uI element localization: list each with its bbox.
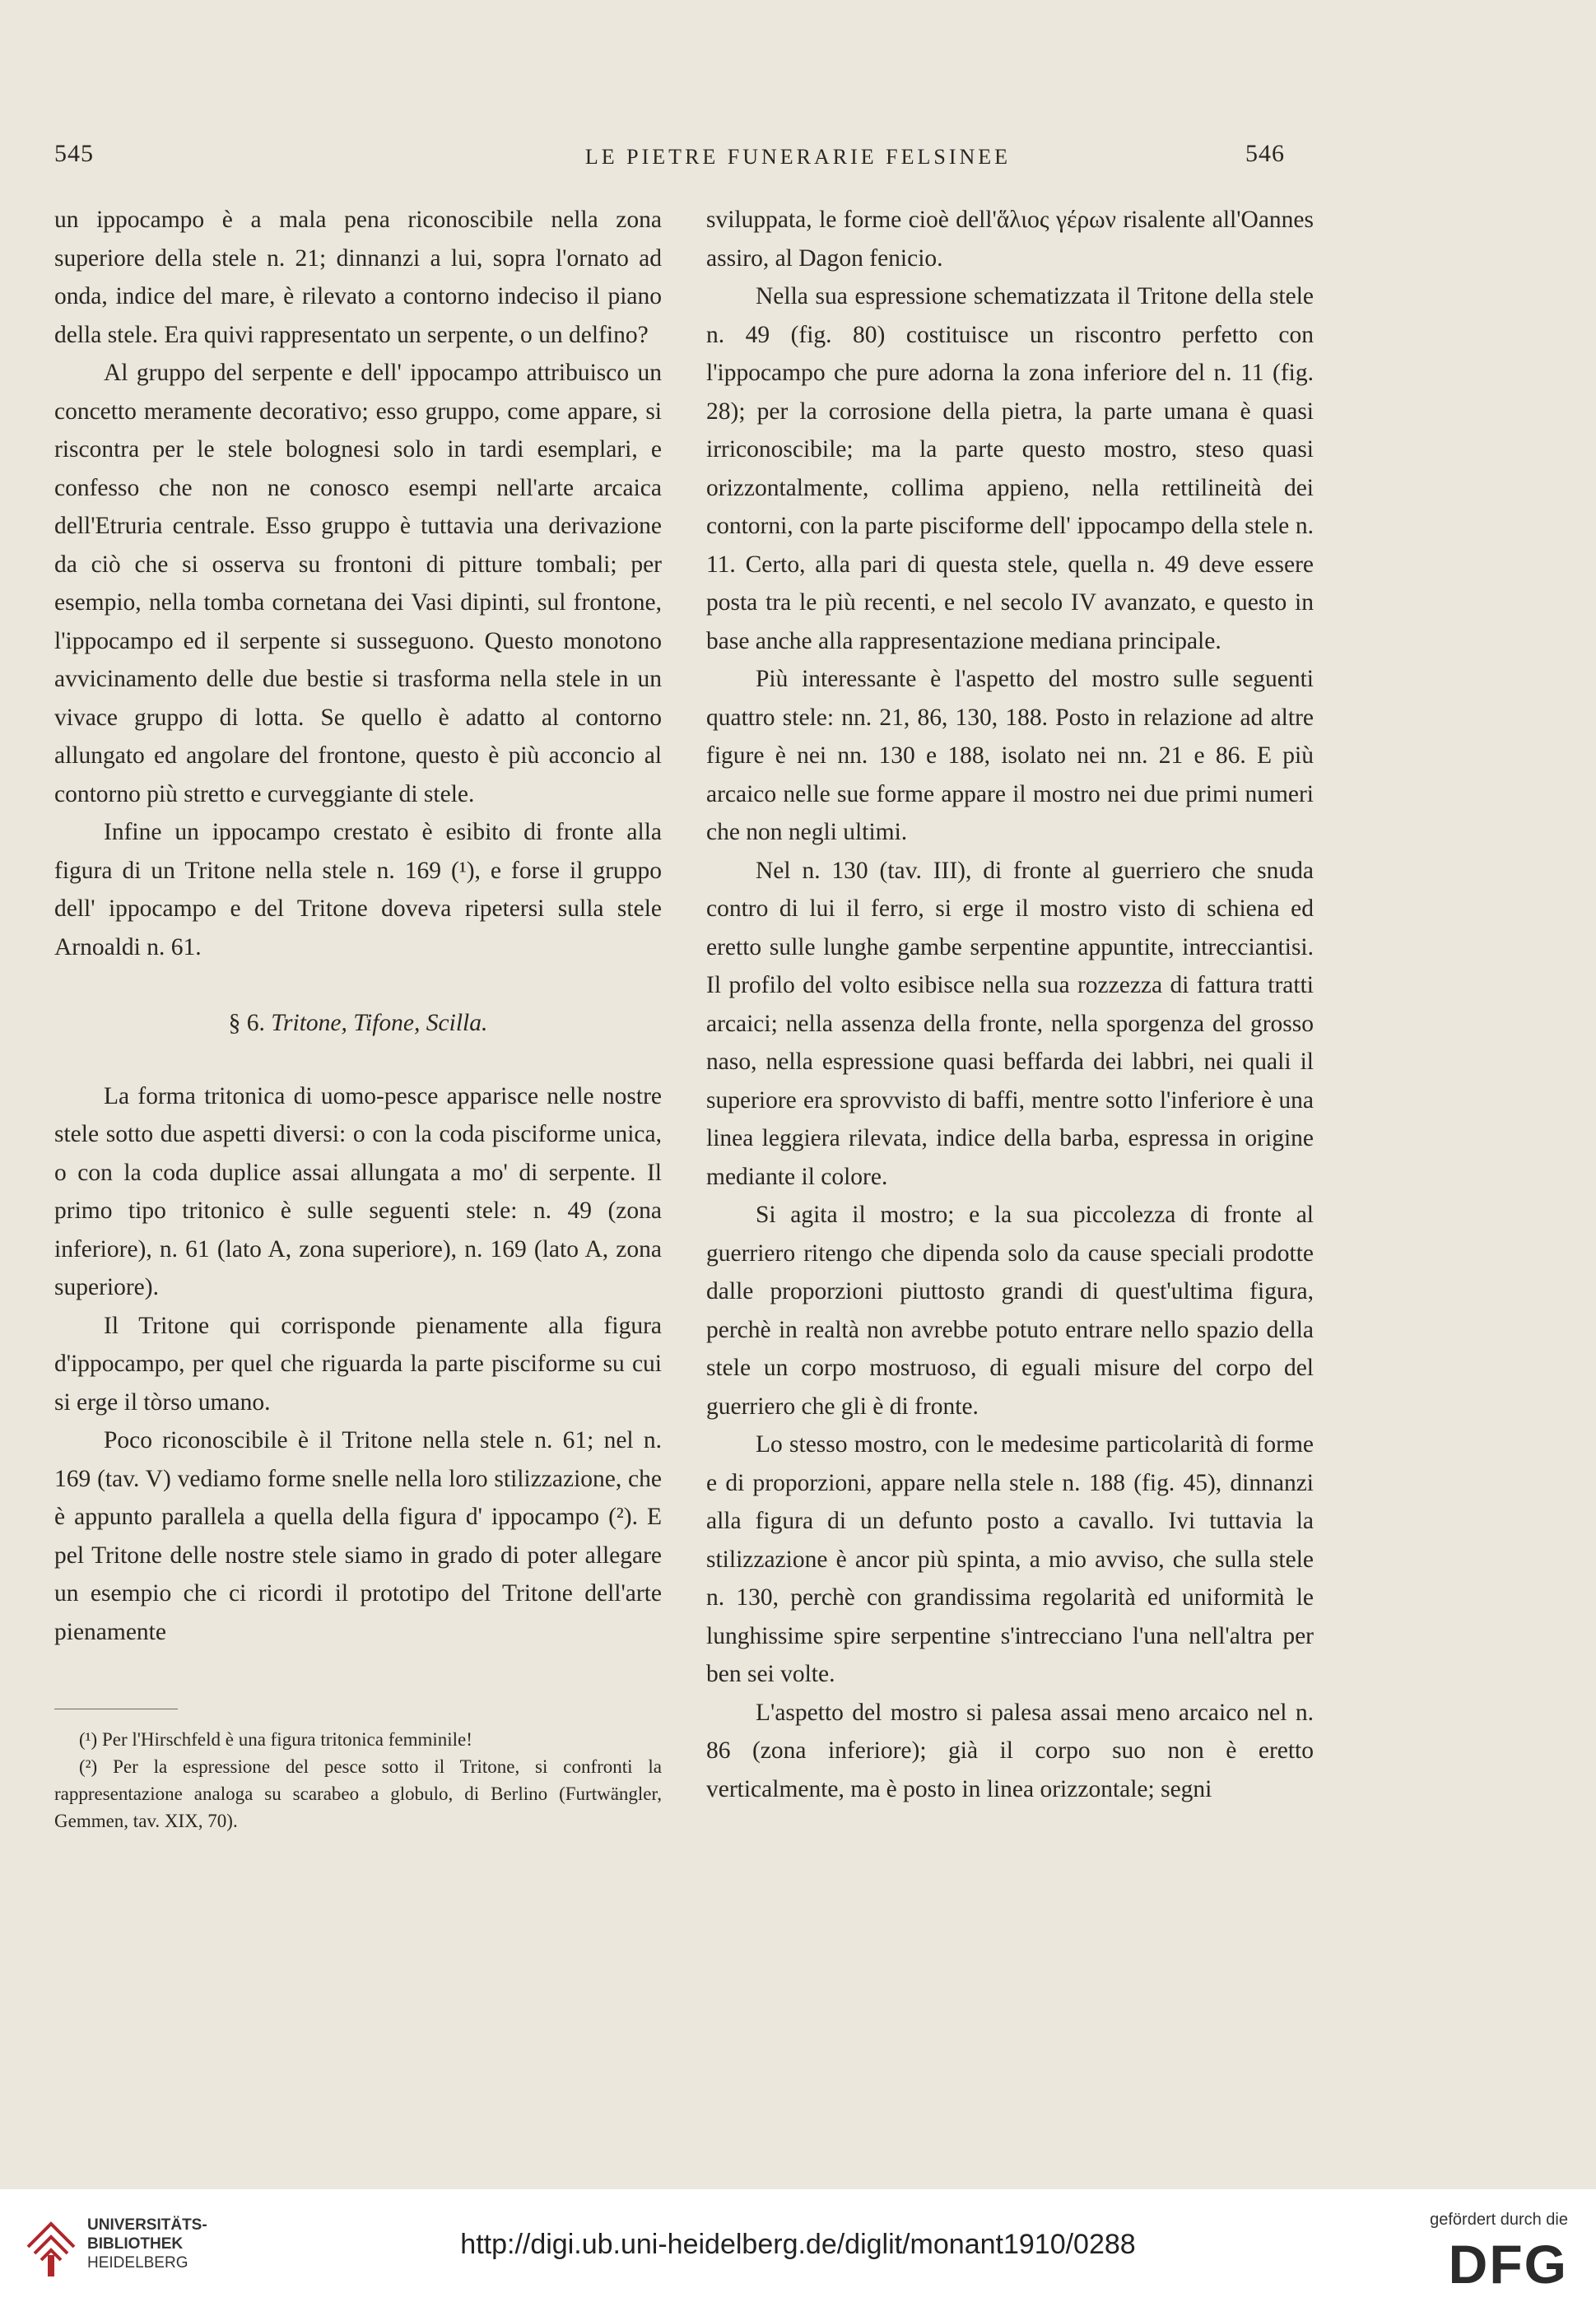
library-name-line-2: BIBLIOTHEK bbox=[87, 2235, 184, 2253]
footnote-1: (¹) Per l'Hirschfeld è una figura tritonica femminile! bbox=[79, 1729, 472, 1750]
library-name-line-1: UNIVERSITÄTS- bbox=[87, 2216, 207, 2234]
library-name-line-3: HEIDELBERG bbox=[87, 2254, 188, 2272]
left-column bbox=[54, 201, 662, 1835]
right-paragraph-7: L'aspetto del mostro si palesa assai meno arcaico nel n. 86 (zona inferiore); già il corpo suo non è eretto verticalmente, ma è posto in linea orizzontale; segni bbox=[706, 1699, 1314, 1802]
left-paragraph-4: La forma tritonica di uomo-pesce apparisce nelle nostre stele sotto due aspetti diversi: o con la coda pisciforme unica, o con la coda duplice assai allungata a mo' di serpente. Il primo tipo tritonico è sulle seguenti stele: n. 49 (zona inferiore), n. 61 (lato A, zona superiore), n. 169 (lato A, zona superiore). bbox=[54, 1082, 662, 1300]
dfg-logo: DFG bbox=[1448, 2234, 1568, 2295]
left-paragraph-1: un ippocampo è a mala pena riconoscibile nella zona superiore della stele n. 21; dinnanzi a lui, sopra l'ornato ad onda, indice del mare, è rilevato a contorno indeciso il piano della stele. Era quivi rappresentato un serpente, o un delfino? bbox=[54, 207, 662, 348]
section-number: § 6. bbox=[228, 1010, 265, 1036]
right-paragraph-5: Si agita il mostro; e la sua piccolezza di fronte al guerriero ritengo che dipenda solo da cause speciali prodotte dalle proporzioni piuttosto grandi di quest'ultima figura, perchè in realtà non avrebbe potuto entrare nello spazio della stele un corpo mostruoso, di eguali misure del corpo del guerriero che gli è di fronte. bbox=[706, 1202, 1314, 1420]
left-paragraph-5: Il Tritone qui corrisponde pienamente alla figura d'ippocampo, per quel che riguarda la parte pisciforme su cui si erge il tòrso umano. bbox=[54, 1312, 662, 1416]
section-heading bbox=[54, 1004, 662, 1043]
left-paragraph-3: Infine un ippocampo crestato è esibito di fronte alla figura di un Tritone nella stele n. 169 (¹), e forse il gruppo dell' ippocampo e del Tritone doveva ripetersi sulla stele Arnoaldi n. 61. bbox=[54, 819, 662, 960]
right-paragraph-3: Più interessante è l'aspetto del mostro sulle seguenti quattro stele: nn. 21, 86, 130, 188. Posto in relazione ad altre figure è nei nn. 130 e 188, isolato nei nn. 21 e 86. E più arcaico nelle sue forme appare il mostro nei due primi numeri che non negli ultimi. bbox=[706, 666, 1314, 845]
page-number-left: 545 bbox=[54, 140, 94, 167]
page-number-right: 546 bbox=[1245, 140, 1285, 167]
right-paragraph-1: sviluppata, le forme cioè dell'ἅλιος γέρων risalente all'Oannes assiro, al Dagon fenicio. bbox=[706, 207, 1314, 272]
running-title: LE PIETRE FUNERARIE FELSINEE bbox=[584, 145, 1012, 169]
right-paragraph-2: Nella sua espressione schematizzata il Tritone della stele n. 49 (fig. 80) costituisce un riscontro perfetto con l'ippocampo che pure adorna la zona inferiore del n. 11 (fig. 28); per la corrosione della pietra, la parte umana è quasi irriconoscibile; ma la parte questo mostro, steso quasi orizzontalmente, collima appieno, nella rettilineità dei contorni, con la parte pisciforme dell' ippocampo della stele n. 11. Certo, alla pari di questa stele, quella n. 49 deve essere posta tra le più recenti, e nel secolo IV avanzato, e questo in base anche alla rappresentazione mediana principale. bbox=[706, 283, 1314, 654]
right-paragraph-4: Nel n. 130 (tav. III), di fronte al guerriero che snuda contro di lui il ferro, si erge il mostro visto di schiena ed eretto sulle lunghe gambe serpentine appuntite, intrecciantisi. Il profilo del volto esibisce nella sua rozzezza di fattura tratti arcaici; nella assenza della fronte, nella sporgenza del grosso naso, nella espressione quasi beffarda dei labbri, nei quali il superiore era sprovvisto di baffi, mentre sotto l'inferiore è una linea leggiera rilevata, indice della barba, espressa in origine mediante il colore. bbox=[706, 857, 1314, 1190]
funded-by-text: gefördert durch die bbox=[1430, 2211, 1568, 2229]
right-paragraph-6: Lo stesso mostro, con le medesime particolarità di forme e di proporzioni, appare nella stele n. 188 (fig. 45), dinnanzi alla figura di un defunto posto a cavallo. Ivi tuttavia la stilizzazione è ancor più spinta, a mio avviso, che sulla stele n. 130, perchè con grandissima regolarità ed uniformità le lunghissime spire serpentine s'intrecciano l'una nell'altra per ben sei volte. bbox=[706, 1431, 1314, 1687]
permalink-url[interactable]: http://digi.ub.uni-heidelberg.de/diglit/monant1910/0288 bbox=[460, 2229, 1136, 2260]
right-column bbox=[706, 201, 1314, 1808]
left-paragraph-6: Poco riconoscibile è il Tritone nella stele n. 61; nel n. 169 (tav. V) vediamo forme snelle nella loro stilizzazione, che è appunto parallela a quella della figura d' ippocampo (²). E pel Tritone delle nostre stele siamo in grado di poter allegare un esempio che ci ricordi il prototipo del Tritone dell'arte pienamente bbox=[54, 1427, 662, 1645]
section-title: Tritone, Tifone, Scilla. bbox=[271, 1010, 488, 1036]
footnotes bbox=[54, 1726, 662, 1835]
left-paragraph-2: Al gruppo del serpente e dell' ippocampo attribuisco un concetto meramente decorativo; esso gruppo, come appare, si riscontra per le stele bolognesi solo in tardi esemplari, e confesso che non ne conosco esempi nell'arte arcaica dell'Etruria centrale. Esso gruppo è tuttavia una derivazione da ciò che si osserva su frontoni di pitture tombali; per esempio, nella tomba cornetana dei Vasi dipinti, sul frontone, l'ippocampo ed il serpente si susseguono. Questo monotono avvicinamento delle due bestie si trasforma nella stele in un vivace gruppo di lotta. Se quello è adatto al contorno allungato ed angolare del frontone, questo è più acconcio al contorno più stretto e curveggiante di stele. bbox=[54, 360, 662, 807]
viewer-footer bbox=[0, 2189, 1596, 2302]
footnote-2: (²) Per la espressione del pesce sotto il Tritone, si confronti la rappresentazione analoga su scarabeo a globulo, di Berlino (Furtwängler, Gemmen, tav. XIX, 70). bbox=[54, 1756, 662, 1831]
running-header bbox=[0, 140, 1596, 173]
